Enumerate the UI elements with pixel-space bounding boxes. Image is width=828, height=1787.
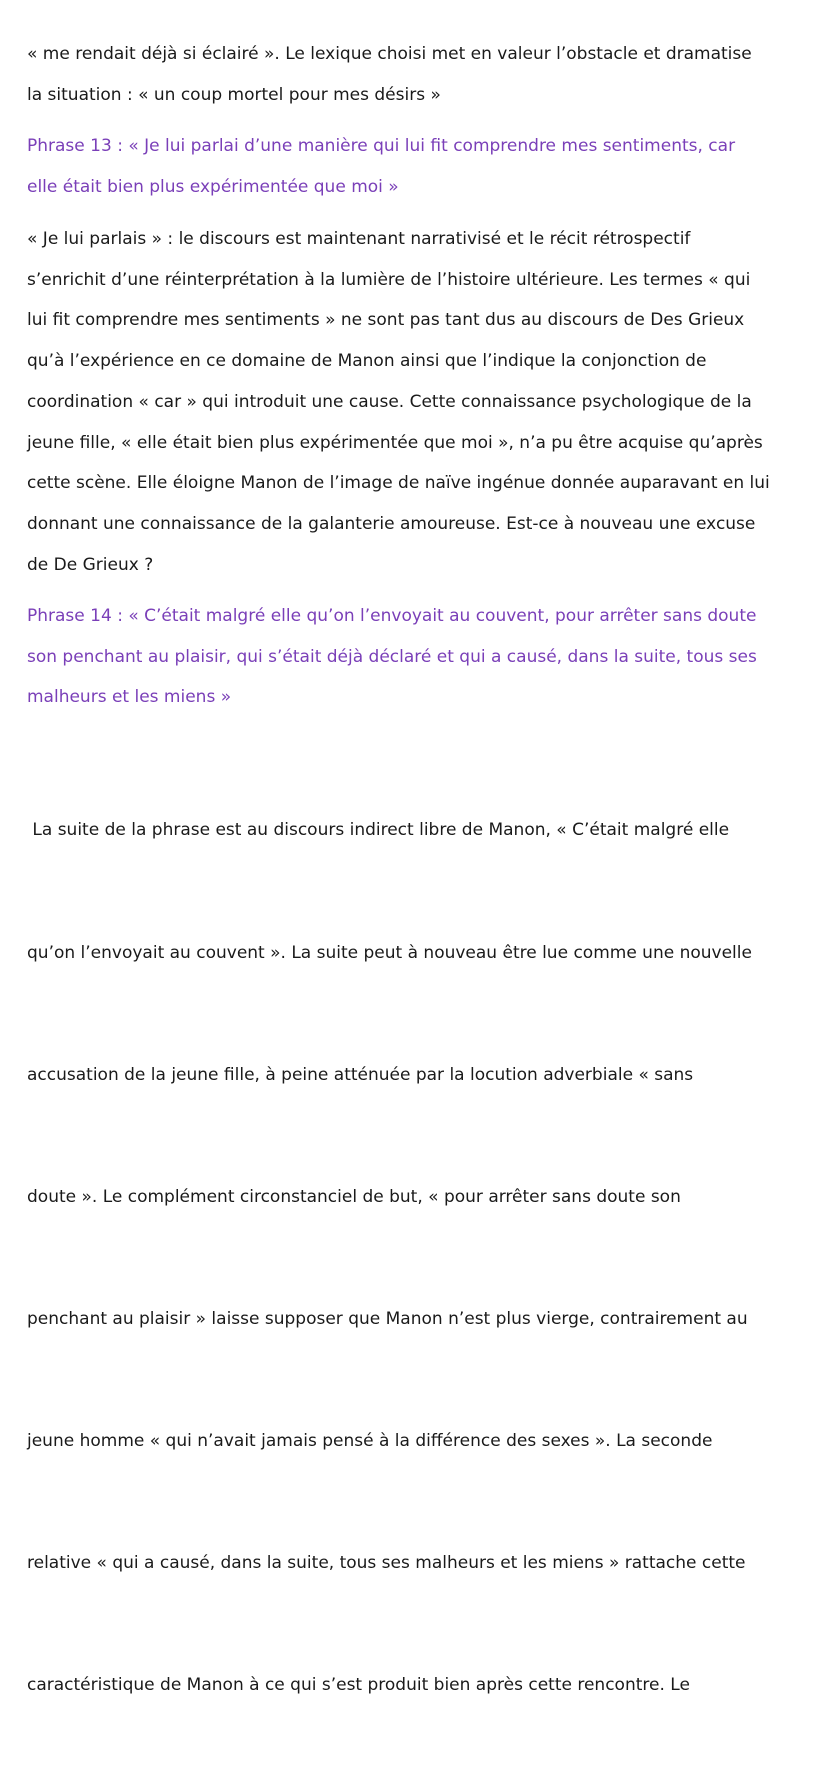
text-line: lui fit comprendre mes sentiments » ne sont pas tant dus au discours de Des Grieux	[27, 310, 745, 331]
phrase-13-commentary	[27, 219, 807, 585]
text-line: s’enrichit d’une réinterprétation à la lumière de l’histoire ultérieure. Les termes « qui	[27, 269, 751, 290]
text-line: « me rendait déjà si éclairé ». Le lexique choisi met en valeur l’obstacle et dramatise	[27, 44, 752, 64]
phrase-13-quote	[27, 126, 807, 207]
text-line: de De Grieux ?	[27, 554, 154, 575]
text-line: donnant une connaissance de la galanterie amoureuse. Est-ce à nouveau une excuse	[27, 513, 756, 534]
phrase-14-quote	[27, 596, 807, 718]
text-line: coordination « car » qui introduit une cause. Cette connaissance psychologique de la	[27, 391, 752, 412]
intro-paragraph	[27, 34, 807, 115]
text-line: doute ». Le complément circonstanciel de but, « pour arrêter sans doute son	[27, 1186, 681, 1207]
phrase-14-commentary	[27, 729, 807, 1787]
text-line: penchant au plaisir » laisse supposer que Manon n’est plus vierge, contrairement au	[27, 1308, 748, 1329]
text-line: jeune homme « qui n’avait jamais pensé à la différence des sexes ». La seconde	[27, 1430, 713, 1451]
text-line: qu’à l’expérience en ce domaine de Manon ainsi que l’indique la conjonction de	[27, 351, 707, 372]
text-line: son penchant au plaisir, qui s’était déjà déclaré et qui a causé, dans la suite, tous ses	[27, 646, 757, 667]
text-line: elle était bien plus expérimentée que moi »	[27, 176, 399, 197]
text-line: Phrase 14 : « C’était malgré elle qu’on l’envoyait au couvent, pour arrêter sans doute	[27, 606, 757, 626]
text-line: jeune fille, « elle était bien plus expérimentée que moi », n’a pu être acquise qu’après	[27, 432, 763, 453]
text-line: relative « qui a causé, dans la suite, tous ses malheurs et les miens » rattache cette	[27, 1553, 746, 1574]
text-line: malheurs et les miens »	[27, 687, 232, 708]
text-line: accusation de la jeune fille, à peine atténuée par la locution adverbiale « sans	[27, 1064, 694, 1085]
text-line: cette scène. Elle éloigne Manon de l’image de naïve ingénue donnée auparavant en lui	[27, 473, 770, 494]
text-line: « Je lui parlais » : le discours est maintenant narrativisé et le récit rétrospectif	[27, 229, 691, 249]
text-line: Phrase 13 : « Je lui parlai d’une manière qui lui fit comprendre mes sentiments, car	[27, 136, 736, 156]
text-line: qu’on l’envoyait au couvent ». La suite peut à nouveau être lue comme une nouvelle	[27, 942, 752, 963]
text-line: caractéristique de Manon à ce qui s’est produit bien après cette rencontre. Le	[27, 1675, 690, 1696]
text-line: la situation : « un coup mortel pour mes désirs »	[27, 84, 441, 105]
text-line: La suite de la phrase est au discours indirect libre de Manon, « C’était malgré elle	[27, 820, 730, 841]
